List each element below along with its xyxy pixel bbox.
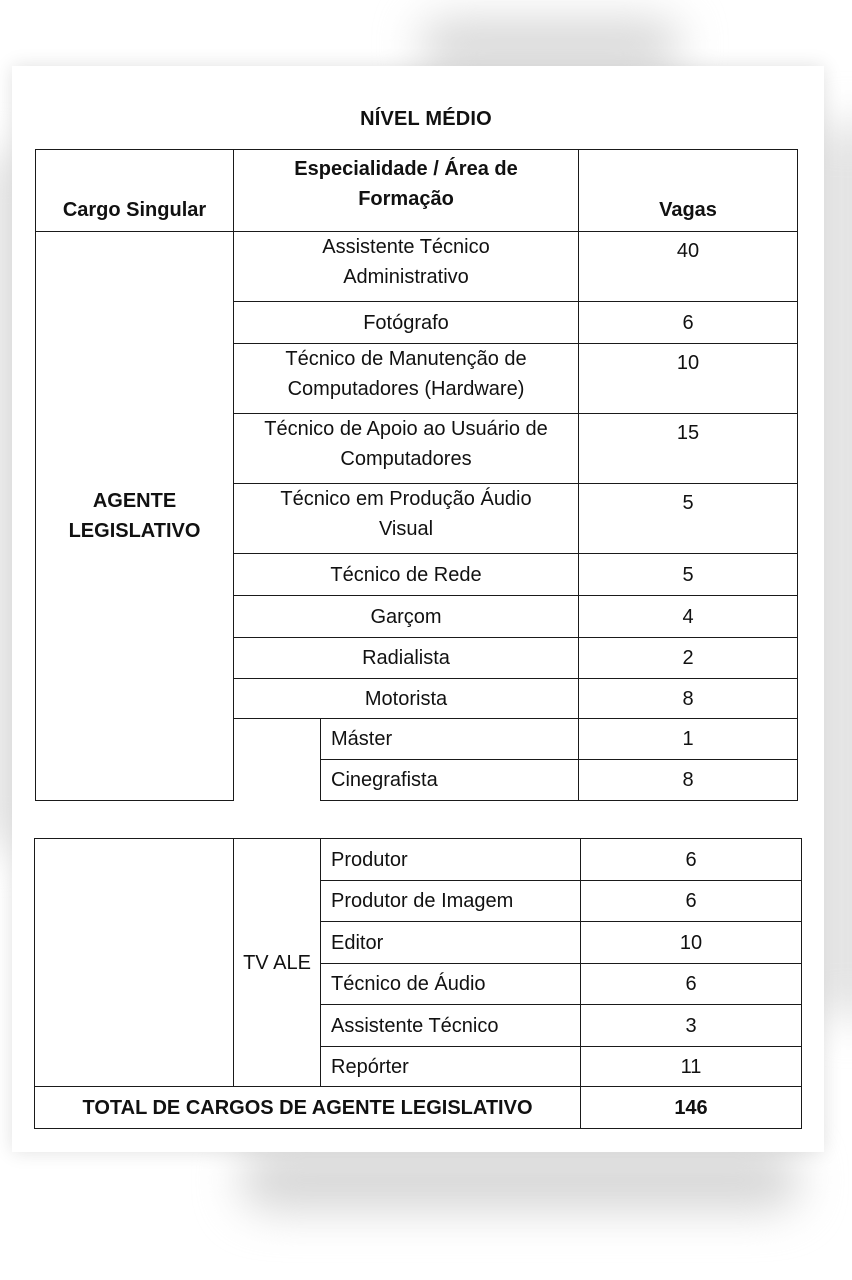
background-blur-right xyxy=(828,120,852,1020)
vagas-cell: 8 xyxy=(578,759,798,801)
background-blur-top xyxy=(420,20,680,70)
especialidade-cell: Produtor xyxy=(320,838,581,881)
group-right-border xyxy=(320,718,321,801)
background-blur-bottom xyxy=(240,1150,800,1210)
vagas-cell: 10 xyxy=(580,921,802,964)
background-blur-left xyxy=(0,150,10,850)
total-label: TOTAL DE CARGOS DE AGENTE LEGISLATIVO xyxy=(34,1086,581,1129)
total-value: 146 xyxy=(580,1086,802,1129)
especialidade-cell: Assistente Técnico xyxy=(320,1004,581,1047)
vagas-cell: 6 xyxy=(580,838,802,881)
vagas-cell: 1 xyxy=(578,718,798,760)
especialidade-cell: Radialista xyxy=(233,637,579,679)
cargo-agente-legislativo: AGENTE LEGISLATIVO xyxy=(35,231,234,801)
vagas-cell: 11 xyxy=(580,1046,802,1087)
cargo-empty-cell xyxy=(34,838,234,1087)
especialidade-cell: Máster xyxy=(320,718,579,760)
vagas-cell: 6 xyxy=(580,880,802,922)
especialidade-cell: Técnico de Apoio ao Usuário de Computadores xyxy=(233,413,579,484)
especialidade-cell: Garçom xyxy=(233,595,579,638)
especialidade-cell: Cinegrafista xyxy=(320,759,579,801)
vagas-cell: 10 xyxy=(578,343,798,414)
vagas-cell: 4 xyxy=(578,595,798,638)
document-title: NÍVEL MÉDIO xyxy=(360,108,492,130)
vagas-cell: 8 xyxy=(578,678,798,719)
especialidade-cell: Motorista xyxy=(233,678,579,719)
group-tv-ale: TV ALE xyxy=(233,838,321,1087)
vagas-cell: 6 xyxy=(578,301,798,344)
header-vagas: Vagas xyxy=(578,149,798,232)
header-cargo: Cargo Singular xyxy=(35,149,234,232)
vagas-cell: 5 xyxy=(578,553,798,596)
especialidade-cell: Técnico de Rede xyxy=(233,553,579,596)
vagas-cell: 6 xyxy=(580,963,802,1005)
especialidade-cell: Técnico de Áudio xyxy=(320,963,581,1005)
vagas-cell: 3 xyxy=(580,1004,802,1047)
especialidade-cell: Produtor de Imagem xyxy=(320,880,581,922)
especialidade-cell: Fotógrafo xyxy=(233,301,579,344)
vagas-cell: 15 xyxy=(578,413,798,484)
vagas-cell: 40 xyxy=(578,231,798,302)
especialidade-cell: Técnico em Produção Áudio Visual xyxy=(233,483,579,554)
especialidade-cell: Editor xyxy=(320,921,581,964)
especialidade-cell: Técnico de Manutenção de Computadores (Hardware) xyxy=(233,343,579,414)
header-especialidade: Especialidade / Área de Formação xyxy=(233,149,579,232)
especialidade-cell: Repórter xyxy=(320,1046,581,1087)
vagas-cell: 5 xyxy=(578,483,798,554)
especialidade-cell: Assistente Técnico Administrativo xyxy=(233,231,579,302)
vagas-cell: 2 xyxy=(578,637,798,679)
